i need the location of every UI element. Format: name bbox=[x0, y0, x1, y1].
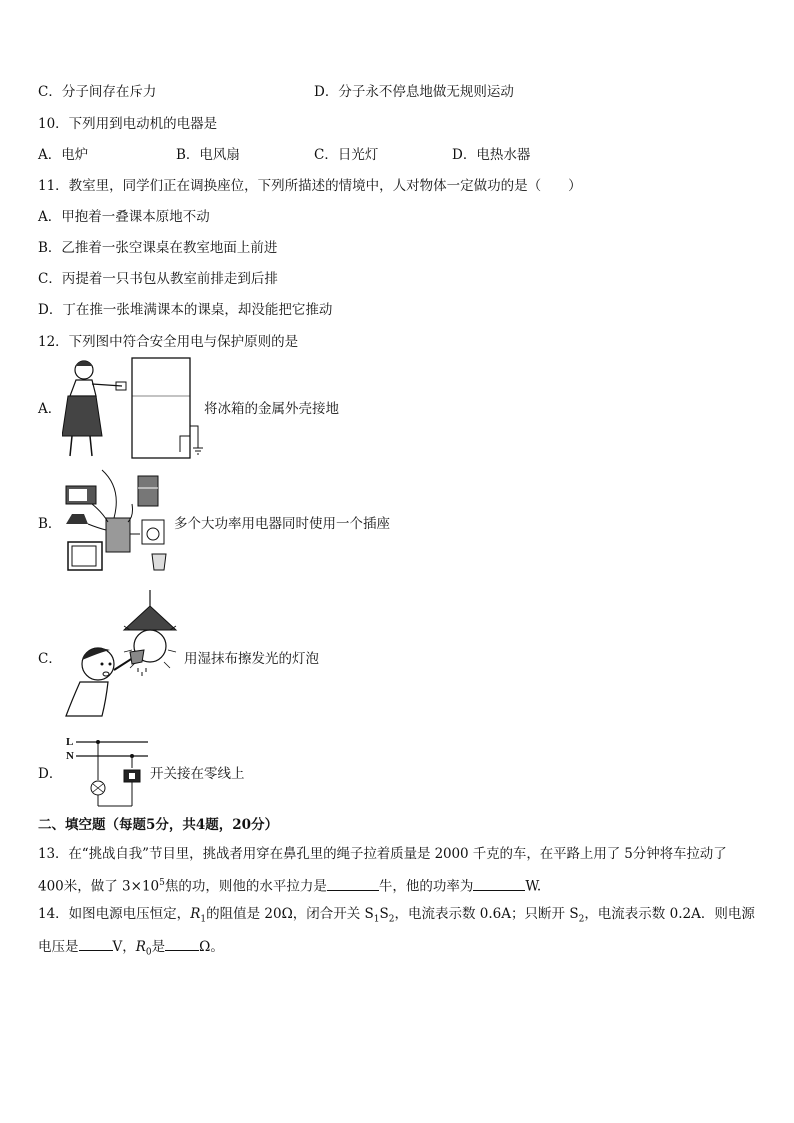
q12-c-letter: C． bbox=[38, 651, 62, 667]
label-n: N bbox=[66, 750, 74, 762]
q13-line2-end: W. bbox=[525, 878, 542, 895]
q13-blank-power[interactable] bbox=[473, 876, 525, 891]
q14-line1-end: ，电流表示数 0.2A．则电源 bbox=[584, 906, 755, 922]
q11-option-b: B．乙推着一张空课桌在教室地面上前进 bbox=[38, 240, 278, 256]
q14-r1: R bbox=[190, 906, 201, 922]
q14-s1-sub: 1 bbox=[373, 914, 380, 925]
q14-line2-mid: V， bbox=[112, 939, 136, 955]
q12-a-letter: A． bbox=[38, 401, 62, 417]
q10-option-d: D．电热水器 bbox=[452, 147, 531, 163]
q14-r0-sub: 0 bbox=[145, 947, 152, 958]
q13-blank-force[interactable] bbox=[327, 876, 379, 891]
switch-on-neutral-circuit-diagram bbox=[62, 732, 150, 810]
q10-option-a: A．电炉 bbox=[38, 147, 89, 163]
section2-heading: 二、填空题（每题5分，共4题，20分） bbox=[38, 817, 279, 833]
q11-option-d: D．丁在推一张堆满课本的课桌，却没能把它推动 bbox=[38, 302, 333, 318]
q14-s2: S bbox=[379, 906, 389, 922]
q13-line1: 13．在“挑战自我”节目里，挑战者用穿在鼻孔里的绳子拉着质量是 2000 千克的车，在平路上用了 5分钟将车拉动了 bbox=[38, 846, 727, 862]
q10-stem: 10．下列用到电动机的电器是 bbox=[38, 116, 218, 132]
q12-d-caption: 开关接在零线上 bbox=[150, 766, 245, 782]
label-l: L bbox=[66, 736, 74, 748]
q14-line1-mid2: ，电流表示数 0.6A；只断开 S bbox=[394, 906, 579, 922]
q10-option-c: C．日光灯 bbox=[314, 147, 379, 163]
q11-stem: 11．教室里，同学们正在调换座位，下列所描述的情境中，人对物体一定做功的是（ ） bbox=[38, 178, 582, 194]
q12-stem: 12．下列图中符合安全用电与保护原则的是 bbox=[38, 334, 299, 350]
q12-b-letter: B． bbox=[38, 516, 62, 532]
q13-line2 bbox=[38, 874, 541, 896]
q12-c-caption: 用湿抹布擦发光的灯泡 bbox=[184, 651, 319, 667]
q9-option-d: D．分子永不停息地做无规则运动 bbox=[314, 84, 514, 100]
fridge-grounding-illustration bbox=[62, 356, 204, 462]
q14-line2-pre: 电压是 bbox=[38, 939, 79, 955]
q14-s2b-sub: 2 bbox=[578, 914, 585, 925]
q14-r1-sub: 1 bbox=[200, 914, 207, 925]
q12-d-letter: D． bbox=[38, 766, 63, 782]
q13-line2-mid: 焦的功，则他的水平拉力是 bbox=[164, 878, 327, 895]
q14-blank-resistance[interactable] bbox=[165, 936, 199, 951]
q14-line2-mid2: 是 bbox=[151, 939, 166, 955]
q14-line2-end: Ω。 bbox=[199, 939, 224, 955]
wet-cloth-bulb-illustration bbox=[62, 590, 182, 720]
q14-line1-pre: 14．如图电源电压恒定， bbox=[38, 906, 191, 922]
q14-blank-voltage[interactable] bbox=[79, 936, 113, 951]
q14-s2-sub: 2 bbox=[388, 914, 395, 925]
q11-option-a: A．甲抱着一叠课本原地不动 bbox=[38, 209, 210, 225]
q12-a-caption: 将冰箱的金属外壳接地 bbox=[204, 401, 339, 417]
q11-option-c: C．丙提着一只书包从教室前排走到后排 bbox=[38, 271, 278, 287]
q13-exponent: 5 bbox=[159, 878, 165, 888]
q14-r0: R bbox=[135, 939, 146, 955]
q13-line2-mid2: 牛，他的功率为 bbox=[378, 878, 474, 895]
q14-line2 bbox=[38, 936, 224, 962]
q13-line2-pre: 400米，做了 3×10 bbox=[38, 878, 160, 895]
overloaded-socket-illustration bbox=[62, 468, 172, 576]
q9-option-c: C．分子间存在斥力 bbox=[38, 84, 157, 100]
q12-b-caption: 多个大功率用电器同时使用一个插座 bbox=[174, 516, 390, 532]
q10-option-b: B．电风扇 bbox=[176, 147, 240, 163]
q14-line1-mid: 的阻值是 20Ω，闭合开关 S bbox=[206, 906, 374, 922]
q14-line1 bbox=[38, 905, 755, 929]
